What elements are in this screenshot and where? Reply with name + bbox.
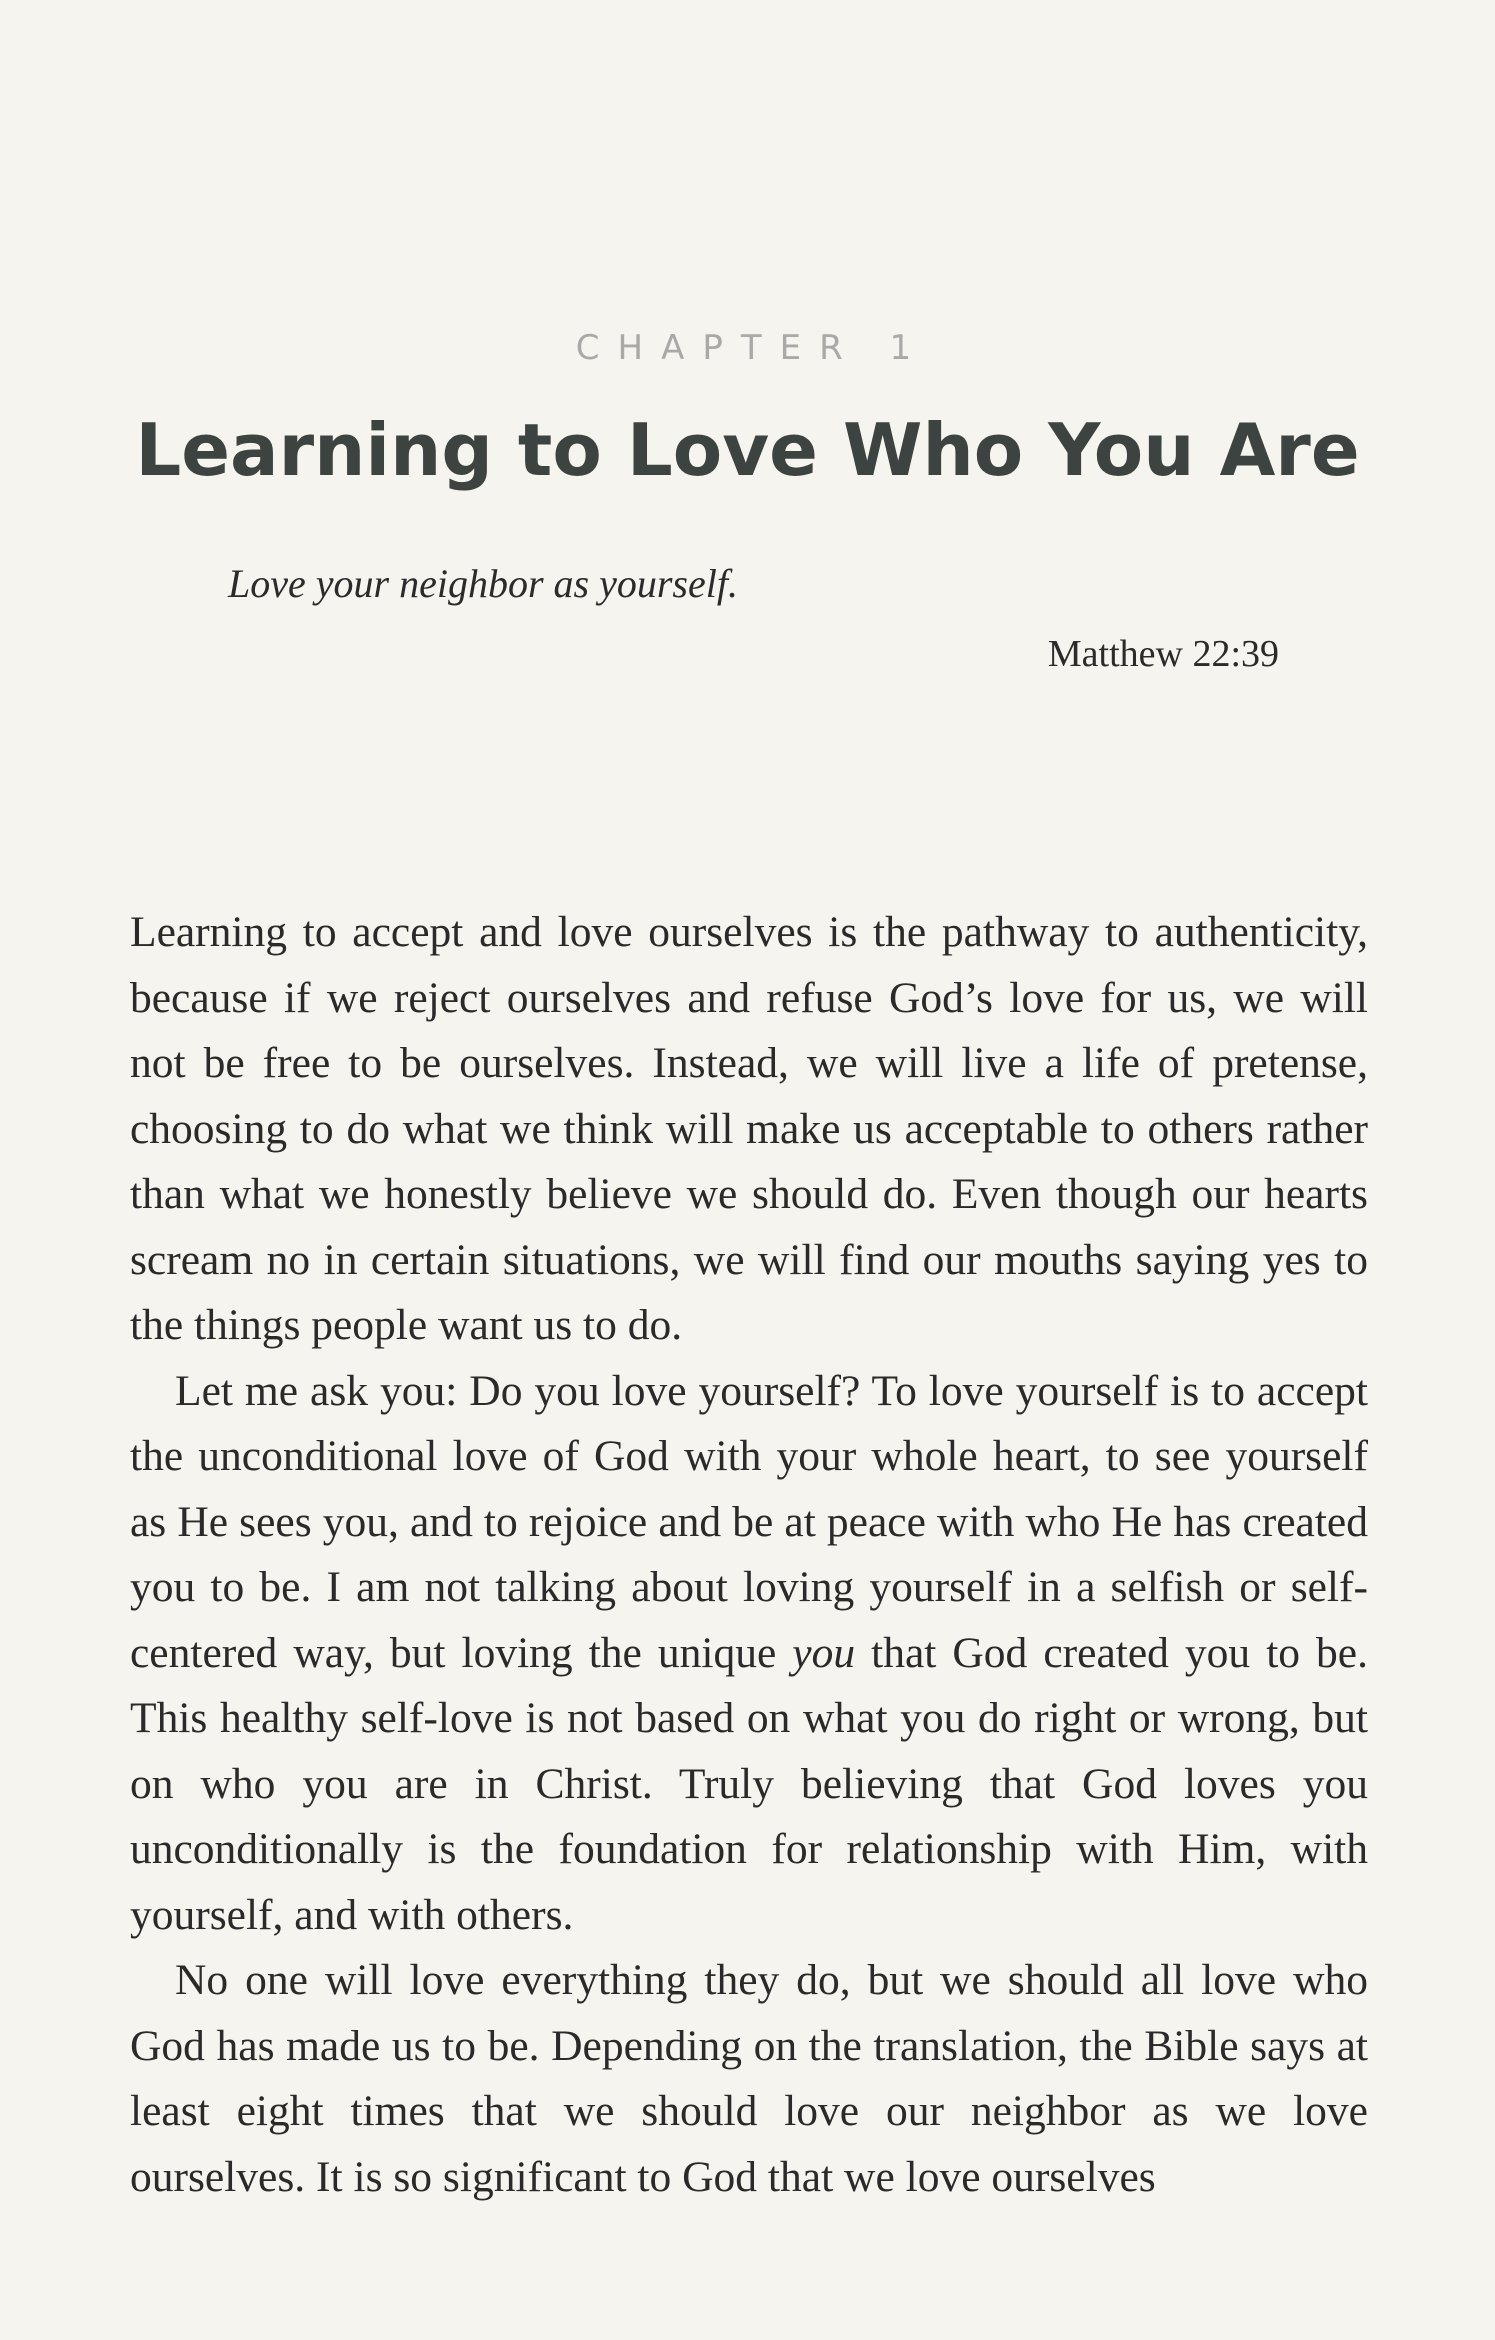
paragraph-1: Learning to accept and love ourselves is the pathway to authenticity, because if we reject ourselves and refuse God’s love for us, we will not be free to be ourselves. Instead, we will live a life of pretense, choosing to do what we think will make us acceptable to others rather than what we honestly believe we should do. Even though our hearts scream no in certain situations, we will find our mouths saying yes to the things people want us to do. xyxy=(130,908,1368,1349)
body-text xyxy=(130,900,1368,2210)
epigraph-quote: Love your neighbor as yourself. xyxy=(228,561,738,606)
chapter-title: Learning to Love Who You Are xyxy=(135,408,1360,492)
paragraph-2-emphasis: you xyxy=(792,1628,856,1677)
paragraph-2-text-after: that God created you to be. This healthy self-love is not based on what you do right or wrong, but on who you are in Christ. Truly believing that God loves you unconditionally is the foundation for relationship with Him, with yourself, and with others. xyxy=(130,1628,1368,1939)
paragraph-2-text-before: Let me ask you: Do you love yourself? To love yourself is to accept the unconditional love of God with your whole heart, to see yourself as He sees you, and to rejoice and be at peace with who He has created you to be. I am not talking about loving yourself in a selfish or self-centered way, but loving the unique xyxy=(130,1366,1368,1677)
chapter-label: CHAPTER 1 xyxy=(575,328,930,368)
paragraph-3: No one will love everything they do, but we should all love who God has made us to be. Depending on the translation, the Bible says at least eight times that we should love our neighbor as we love ourselves. It is so significant to God that we love ourselves xyxy=(130,1956,1368,2201)
paragraph-2 xyxy=(130,1359,1368,1949)
epigraph-source: Matthew 22:39 xyxy=(1047,633,1279,675)
